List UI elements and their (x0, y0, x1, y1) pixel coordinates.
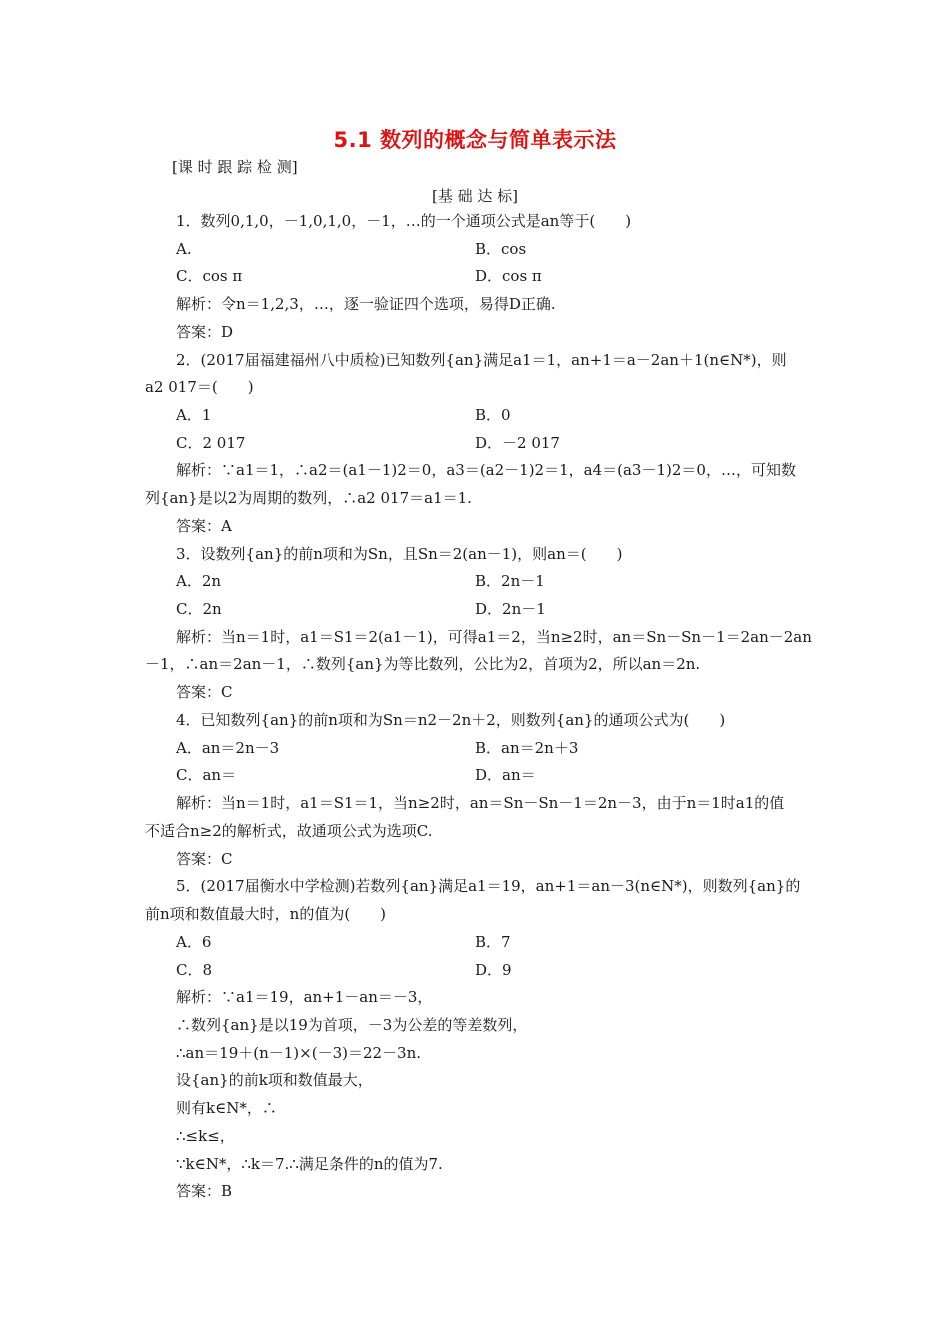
q1-option-d: D．cos π (475, 267, 542, 285)
q5-solution-5: 则有k∈N*，∴ (176, 1099, 277, 1117)
q4-option-d: D．an＝ (475, 766, 536, 784)
q2-option-a: A．1 (176, 406, 212, 424)
q1-option-c: C．cos π (176, 267, 243, 285)
q1-solution: 解析：令n＝1,2,3，…，逐一验证四个选项，易得D正确. (176, 295, 556, 313)
q5-solution-1: 解析：∵a1＝19，an+1－an＝－3， (176, 988, 433, 1006)
q5-stem-cont: 前n项和数值最大时，n的值为( ) (145, 905, 387, 923)
q4-option-a: A．an＝2n－3 (176, 739, 280, 757)
q3-solution-cont: －1，∴an＝2an－1，∴数列{an}为等比数列，公比为2，首项为2，所以an＝2n. (145, 655, 701, 673)
q3-solution: 解析：当n＝1时，a1＝S1＝2(a1－1)，可得a1＝2，当n≥2时，an＝Sn－Sn－1＝2an－2an (176, 628, 812, 646)
q4-answer: 答案：C (176, 850, 233, 868)
q3-option-b: B．2n－1 (475, 572, 545, 590)
q5-solution-6: ∴≤k≤， (176, 1127, 235, 1145)
q4-stem: 4．已知数列{an}的前n项和为Sn＝n2－2n＋2，则数列{an}的通项公式为( ) (176, 711, 726, 729)
q2-option-b: B．0 (475, 406, 511, 424)
q5-answer: 答案：B (176, 1182, 233, 1200)
q1-option-b: B．cos (475, 240, 527, 258)
q5-option-a: A．6 (176, 933, 212, 951)
q2-option-c: C．2 017 (176, 434, 246, 452)
q4-option-b: B．an＝2n＋3 (475, 739, 579, 757)
q2-solution-cont: 列{an}是以2为周期的数列，∴a2 017＝a1＝1. (145, 489, 472, 507)
q5-option-b: B．7 (475, 933, 511, 951)
q2-stem: 2．(2017届福建福州八中质检)已知数列{an}满足a1＝1，an+1＝a－2an＋1(n∈N*)，则 (176, 351, 787, 369)
q3-answer: 答案：C (176, 683, 233, 701)
q4-solution: 解析：当n＝1时，a1＝S1＝1，当n≥2时，an＝Sn－Sn－1＝2n－3，由于n＝1时a1的值 (176, 794, 785, 812)
q2-answer: 答案：A (176, 517, 232, 535)
q1-option-a: A. (176, 240, 192, 258)
q3-option-a: A．2n (176, 572, 222, 590)
q2-option-d: D．－2 017 (475, 434, 560, 452)
q2-stem-cont: a2 017＝( ) (145, 378, 254, 396)
q5-solution-7: ∵k∈N*，∴k＝7.∴满足条件的n的值为7. (176, 1155, 443, 1173)
q3-option-d: D．2n－1 (475, 600, 546, 618)
q5-solution-4: 设{an}的前k项和数值最大， (176, 1071, 373, 1089)
q4-solution-cont: 不适合n≥2的解析式，故通项公式为选项C. (145, 822, 433, 840)
page-title: 5.1 数列的概念与简单表示法 (333, 128, 617, 152)
q5-solution-2: ∴数列{an}是以19为首项，－3为公差的等差数列， (176, 1016, 528, 1034)
q5-stem: 5．(2017届衡水中学检测)若数列{an}满足a1＝19，an+1＝an－3(n∈N*)，则数列{an}的 (176, 877, 801, 895)
tracker-label: [课 时 跟 踪 检 测] (172, 158, 298, 176)
q5-solution-3: ∴an＝19＋(n－1)×(－3)＝22－3n. (176, 1044, 422, 1062)
q5-option-d: D．9 (475, 961, 512, 979)
q3-stem: 3．设数列{an}的前n项和为Sn，且Sn＝2(an－1)，则an＝( ) (176, 545, 623, 563)
q2-solution: 解析：∵a1＝1，∴a2＝(a1－1)2＝0，a3＝(a2－1)2＝1，a4＝(a3－1)2＝0，…，可知数 (176, 461, 796, 479)
q1-answer: 答案：D (176, 323, 234, 341)
q4-option-c: C．an＝ (176, 766, 237, 784)
section-label: [基 础 达 标] (431, 187, 518, 205)
q3-option-c: C．2n (176, 600, 222, 618)
q1-stem: 1．数列0,1,0，－1,0,1,0，－1，…的一个通项公式是an等于( ) (176, 212, 632, 230)
q5-option-c: C．8 (176, 961, 213, 979)
